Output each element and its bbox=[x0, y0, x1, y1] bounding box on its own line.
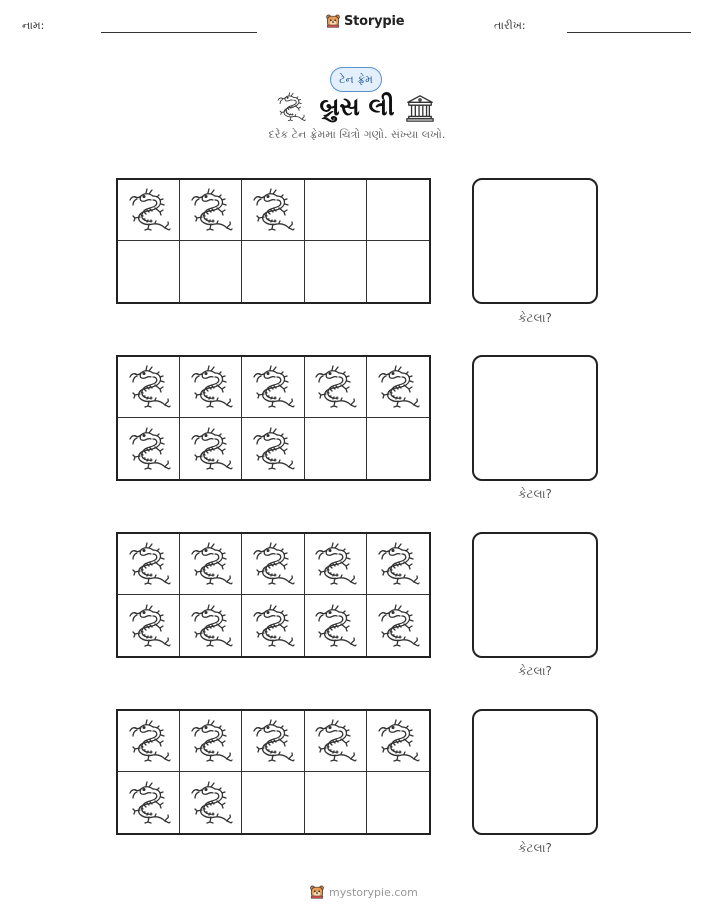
name-write-line[interactable] bbox=[101, 32, 257, 33]
frame-cell bbox=[118, 180, 180, 241]
instructions: દરેક ટેન ફ્રેમમાં ચિત્રો ગણો. સંખ્યા લખો. bbox=[268, 128, 446, 141]
dragon-icon bbox=[251, 604, 295, 648]
frame-cell bbox=[180, 357, 242, 418]
dragon-icon bbox=[189, 365, 233, 409]
dragon-icon bbox=[127, 542, 171, 586]
brand-name: Storypie bbox=[344, 13, 405, 29]
ten-frame-1 bbox=[116, 178, 431, 304]
frame-cell bbox=[180, 418, 242, 479]
frame-cell bbox=[305, 357, 367, 418]
dragon-icon bbox=[313, 542, 357, 586]
frame-cell bbox=[180, 772, 242, 833]
dragon-icon bbox=[376, 542, 420, 586]
frame-cell bbox=[180, 711, 242, 772]
frame-cell bbox=[305, 241, 367, 302]
frame-cell bbox=[367, 595, 429, 656]
ten-frame-4 bbox=[116, 709, 431, 835]
frame-cell bbox=[242, 241, 304, 302]
name-label: નામ: bbox=[22, 19, 45, 32]
frame-cell bbox=[367, 711, 429, 772]
dragon-icon bbox=[313, 719, 357, 763]
frame-cell bbox=[367, 241, 429, 302]
page-title: બ્રુસ લી bbox=[319, 92, 395, 121]
dragon-icon bbox=[127, 781, 171, 825]
frame-cell bbox=[242, 357, 304, 418]
frame-cell bbox=[305, 595, 367, 656]
frame-cell bbox=[367, 357, 429, 418]
frame-cell bbox=[118, 241, 180, 302]
frame-cell bbox=[118, 418, 180, 479]
frame-cell bbox=[305, 772, 367, 833]
frame-cell bbox=[118, 711, 180, 772]
dragon-icon bbox=[376, 365, 420, 409]
storypie-bear-icon bbox=[325, 13, 341, 29]
dragon-icon bbox=[189, 188, 233, 232]
frame-cell bbox=[305, 180, 367, 241]
dragon-icon bbox=[127, 604, 171, 648]
frame-cell bbox=[305, 534, 367, 595]
dragon-icon bbox=[313, 365, 357, 409]
frame-cell bbox=[367, 772, 429, 833]
date-write-line[interactable] bbox=[567, 32, 691, 33]
footer-url[interactable]: mystorypie.com bbox=[329, 885, 418, 899]
answer-box-4[interactable] bbox=[472, 709, 598, 835]
worksheet-type-badge: ટેન ફ્રેમ bbox=[330, 67, 382, 92]
dragon-icon bbox=[127, 365, 171, 409]
brand-logo bbox=[325, 13, 404, 29]
dragon-icon bbox=[376, 719, 420, 763]
dragon-icon bbox=[127, 719, 171, 763]
dragon-icon bbox=[189, 542, 233, 586]
frame-cell bbox=[180, 534, 242, 595]
frame-cell bbox=[305, 418, 367, 479]
frame-cell bbox=[305, 711, 367, 772]
answer-label-1: કેટલા? bbox=[518, 311, 552, 325]
dragon-icon bbox=[127, 427, 171, 471]
frame-cell bbox=[118, 534, 180, 595]
frame-cell bbox=[118, 595, 180, 656]
dragon-icon bbox=[189, 604, 233, 648]
frame-cell bbox=[180, 595, 242, 656]
answer-box-2[interactable] bbox=[472, 355, 598, 481]
dragon-icon bbox=[251, 188, 295, 232]
frame-cell bbox=[180, 180, 242, 241]
ten-frame-3 bbox=[116, 532, 431, 658]
dragon-icon bbox=[376, 604, 420, 648]
answer-label-3: કેટલા? bbox=[518, 664, 552, 678]
temple-icon bbox=[405, 93, 435, 123]
dragon-icon bbox=[189, 781, 233, 825]
answer-label-4: કેટલા? bbox=[518, 841, 552, 855]
footer bbox=[309, 884, 418, 900]
date-label: તારીખ: bbox=[494, 19, 526, 32]
frame-cell bbox=[242, 595, 304, 656]
frame-cell bbox=[118, 772, 180, 833]
answer-label-2: કેટલા? bbox=[518, 487, 552, 501]
frame-cell bbox=[367, 180, 429, 241]
frame-cell bbox=[367, 534, 429, 595]
dragon-icon bbox=[251, 542, 295, 586]
frame-cell bbox=[242, 711, 304, 772]
dragon-icon bbox=[189, 427, 233, 471]
frame-cell bbox=[118, 357, 180, 418]
dragon-icon bbox=[127, 188, 171, 232]
storypie-bear-icon bbox=[309, 884, 325, 900]
frame-cell bbox=[242, 534, 304, 595]
ten-frame-2 bbox=[116, 355, 431, 481]
answer-box-1[interactable] bbox=[472, 178, 598, 304]
dragon-icon bbox=[251, 427, 295, 471]
frame-cell bbox=[242, 772, 304, 833]
frame-cell bbox=[180, 241, 242, 302]
dragon-icon bbox=[251, 365, 295, 409]
frame-cell bbox=[242, 418, 304, 479]
dragon-icon bbox=[251, 719, 295, 763]
answer-box-3[interactable] bbox=[472, 532, 598, 658]
dragon-icon bbox=[189, 719, 233, 763]
dragon-icon bbox=[313, 604, 357, 648]
frame-cell bbox=[367, 418, 429, 479]
frame-cell bbox=[242, 180, 304, 241]
